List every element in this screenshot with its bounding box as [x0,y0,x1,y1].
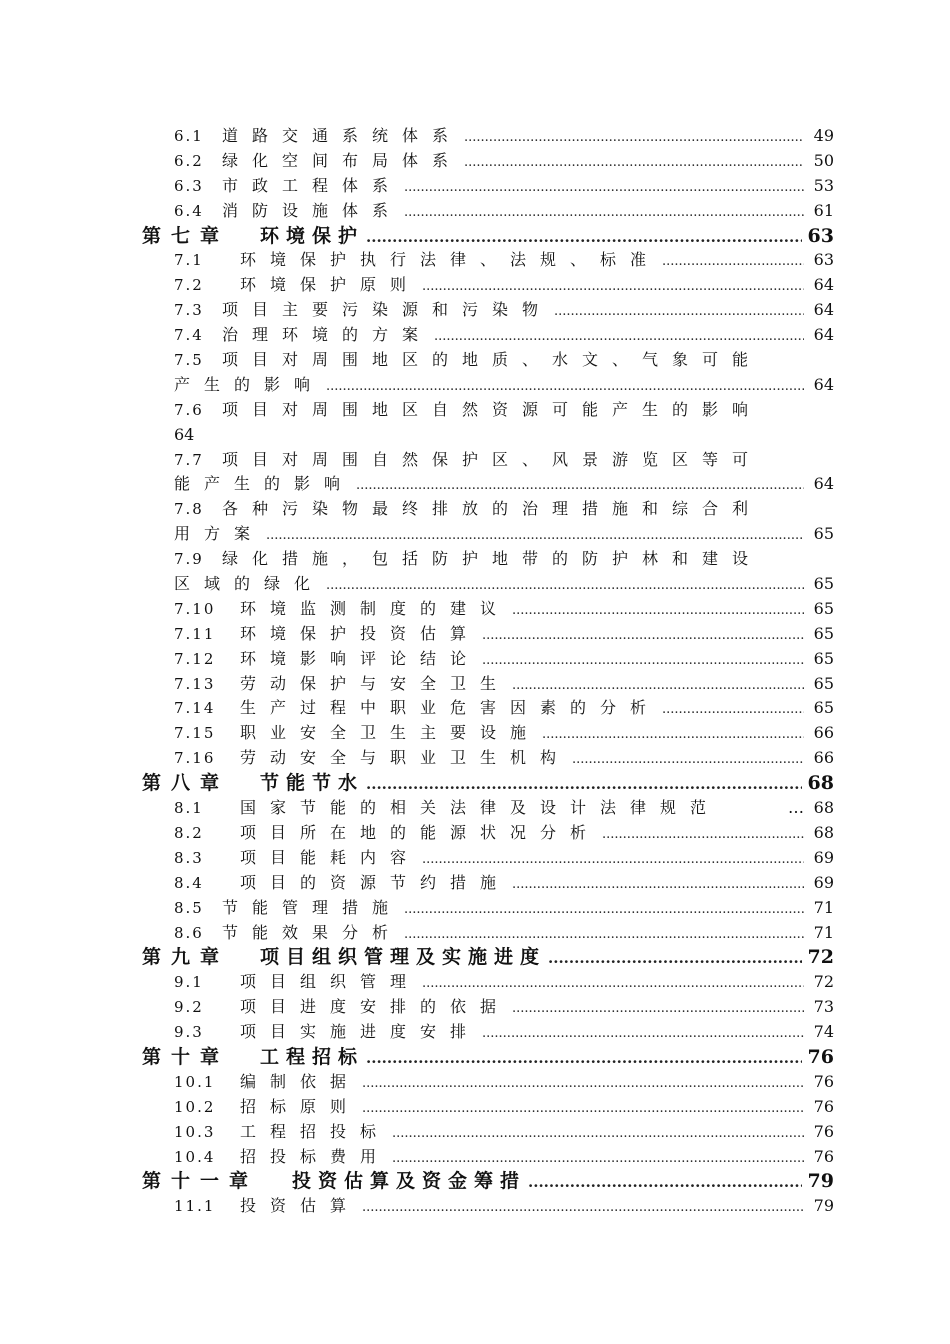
leader-dots [662,250,804,275]
section-number: 7.2 [174,276,204,295]
section-number: 8.2 [174,823,204,842]
leader-dots [362,1097,804,1122]
section-title-line-2 [174,522,834,547]
toc-chapter-8[interactable] [142,771,834,796]
leader-dots [482,624,804,649]
toc-entry-8-5[interactable] [142,896,834,921]
section-number: 7.10 [174,599,216,618]
toc-entry-10-2[interactable] [142,1095,834,1120]
section-number: 7.8 [174,500,204,519]
leader-dots [512,599,804,624]
leader-dots [542,723,804,748]
toc-chapter-7[interactable] [142,224,834,249]
section-title-line-1 [174,348,834,373]
leader-dots [554,300,804,325]
page-number: 68 [813,822,834,842]
leader-dots [512,674,804,699]
section-title-continued: 产生的影响 [174,374,325,394]
table-of-contents [142,124,834,1219]
page-number: 65 [813,648,834,668]
page-number: 72 [813,972,834,992]
page-number: 73 [813,997,834,1017]
page-number: 64 [813,300,834,320]
page-number: 79 [807,1170,834,1193]
section-number: 7.5 [174,351,204,370]
section-title: 投资估算 [240,1196,361,1216]
section-title: 环境保护投资估算 [240,623,481,643]
leader-dots [602,823,804,848]
toc-entry-7-14[interactable] [142,696,834,721]
toc-entry-7-11[interactable] [142,622,834,647]
leader-dots [326,375,804,400]
page-number: 64 [813,325,834,345]
chapter-label: 第八章 [142,772,230,795]
leader-dots [366,772,802,797]
section-title: 国家节能的相关法律及设计法律规范 [240,798,721,818]
toc-entry-6-4[interactable] [142,199,834,224]
section-title: 招标原则 [240,1096,361,1116]
page-number: 64 [813,374,834,394]
section-number: 7.1 [174,251,204,270]
page-number: 68 [807,772,834,795]
toc-entry-10-4[interactable] [142,1145,834,1170]
page-number: 65 [813,524,834,544]
section-title: 节能效果分析 [222,922,403,942]
title-ellipsis: … [788,798,804,818]
section-number: 9.3 [174,1023,204,1042]
toc-entry-6-3[interactable] [142,174,834,199]
section-title: 治理环境的方案 [222,325,433,345]
section-title: 环境影响评论结论 [240,648,481,668]
leader-dots [326,574,804,599]
page-number: 79 [813,1196,834,1216]
section-title-line-1 [174,398,834,423]
page-number: 49 [813,126,834,145]
section-title-line-2 [174,373,834,398]
section-title: 道路交通系统体系 [222,126,463,145]
toc-entry-7-16[interactable] [142,746,834,771]
toc-entry-7-8[interactable] [142,497,834,547]
section-title: 项目对周围地区的地质、水文、气象可能 [222,350,763,370]
section-title-continued: 区域的绿化 [174,574,325,594]
toc-chapter-10[interactable] [142,1045,834,1070]
section-title: 环境保护执行法律、法规、标准 [240,250,661,270]
section-number: 6.4 [174,201,204,220]
leader-dots [362,1196,804,1221]
section-title: 招投标费用 [240,1146,391,1166]
toc-entry-7-4[interactable] [142,323,834,348]
section-title: 项目主要污染源和污染物 [222,300,553,320]
leader-dots [512,873,804,898]
section-title-line-2 [174,572,834,597]
chapter-title: 环境保护 [260,224,365,247]
section-title-line-1 [174,497,834,522]
section-title: 环境监测制度的建议 [240,598,511,618]
section-number: 9.2 [174,998,204,1017]
leader-dots [422,848,804,873]
section-number: 6.2 [174,151,204,170]
section-number: 8.5 [174,898,204,917]
leader-dots [356,474,804,499]
page-number: 69 [813,872,834,892]
section-title: 消防设施体系 [222,200,403,220]
page-number: 76 [813,1096,834,1116]
page-number: 68 [813,798,834,818]
toc-entry-7-6[interactable] [142,398,834,448]
section-title: 项目的资源节约措施 [240,872,511,892]
page-number: 64 [813,474,834,494]
section-number: 8.3 [174,848,204,867]
chapter-title: 投资估算及资金筹措 [292,1170,527,1193]
section-number: 9.1 [174,973,204,992]
toc-entry-9-3[interactable] [142,1020,834,1045]
toc-chapter-11[interactable] [142,1169,834,1194]
leader-dots [464,151,804,176]
toc-entry-10-3[interactable] [142,1120,834,1145]
toc-entry-9-1[interactable] [142,970,834,995]
chapter-label: 第十章 [142,1045,230,1068]
chapter-title: 项目组织管理及实施进度 [260,946,547,969]
section-number: 7.15 [174,724,216,743]
page-number: 72 [807,946,834,969]
section-number: 7.13 [174,674,216,693]
section-title: 绿化措施，包括防护地带的防护林和建设 [222,549,763,569]
leader-dots [434,325,804,350]
section-title-line-1 [174,547,834,572]
page-number: 76 [813,1146,834,1166]
toc-entry-8-3[interactable] [142,846,834,871]
section-title-line-1 [174,448,834,473]
chapter-label: 第九章 [142,946,230,969]
section-number: 7.6 [174,400,204,419]
section-title: 环境保护原则 [240,275,421,295]
section-title-line-2 [174,423,834,448]
toc-entry-8-2[interactable] [142,821,834,846]
section-title: 节能管理措施 [222,897,403,917]
page-number: 65 [813,623,834,643]
toc-entry-7-9[interactable] [142,547,834,597]
page-number: 74 [813,1022,834,1042]
page-number: 66 [813,723,834,743]
page-number: 65 [813,598,834,618]
section-title: 项目对周围地区自然资源可能产生的影响 [222,399,763,419]
section-number: 8.6 [174,923,204,942]
leader-dots [482,1022,804,1047]
page-number: 63 [813,250,834,270]
leader-dots [572,748,804,773]
section-number: 7.3 [174,301,204,320]
toc-entry-7-12[interactable] [142,647,834,672]
leader-dots [548,946,802,971]
page-number: 61 [813,200,834,220]
section-title-continued: 用方案 [174,524,265,544]
leader-dots [464,126,804,151]
section-title: 各种污染物最终排放的治理措施和综合利 [222,499,763,519]
section-title-line-2 [174,472,834,497]
leader-dots [512,997,804,1022]
page-number: 71 [813,922,834,942]
page-number: 50 [813,150,834,170]
leader-dots [404,201,804,226]
section-number: 6.1 [174,127,204,145]
section-number: 7.16 [174,749,216,768]
leader-dots [392,1122,804,1147]
section-number: 7.9 [174,550,204,569]
page-number: 64 [813,275,834,295]
section-number: 10.2 [174,1097,216,1116]
leader-dots [266,524,804,549]
leader-dots [662,698,804,723]
section-title: 项目能耗内容 [240,847,421,867]
leader-dots [404,923,804,948]
page-number: 65 [813,698,834,718]
chapter-label: 第七章 [142,224,230,247]
section-title: 工程招投标 [240,1121,391,1141]
section-title: 劳动保护与安全卫生 [240,673,511,693]
chapter-title: 工程招标 [260,1045,365,1068]
toc-entry-6-2[interactable] [142,149,834,174]
section-title: 市政工程体系 [222,175,403,195]
page-number: 76 [813,1071,834,1091]
toc-chapter-9[interactable] [142,945,834,970]
section-number: 7.11 [174,624,216,643]
page-number: 76 [813,1121,834,1141]
section-number: 8.4 [174,873,204,892]
toc-entry-8-4[interactable] [142,871,834,896]
section-number: 10.1 [174,1072,216,1091]
toc-entry-9-2[interactable] [142,995,834,1020]
leader-dots [366,1046,802,1071]
section-number: 7.4 [174,326,204,345]
page-number: 66 [813,748,834,768]
section-number: 7.14 [174,699,216,718]
page-number: 69 [813,847,834,867]
toc-entry-10-1[interactable] [142,1070,834,1095]
page-number: 65 [813,574,834,594]
section-title: 编制依据 [240,1071,361,1091]
leader-dots [404,176,804,201]
leader-dots [422,972,804,997]
section-number: 10.3 [174,1122,216,1141]
toc-entry-7-5[interactable] [142,348,834,398]
page-number: 64 [174,424,195,444]
page-number: 63 [807,224,834,247]
section-number: 6.3 [174,176,204,195]
toc-entry-7-7[interactable] [142,448,834,498]
section-title: 项目所在地的能源状况分析 [240,822,601,842]
leader-dots [422,275,804,300]
section-title: 职业安全卫生主要设施 [240,723,541,743]
toc-entry-8-1[interactable] [142,796,834,821]
section-title: 项目实施进度安排 [240,1022,481,1042]
chapter-title: 节能节水 [260,772,365,795]
leader-dots [528,1170,802,1195]
page-number: 76 [807,1045,834,1068]
leader-dots [392,1147,804,1172]
page-number: 53 [813,175,834,195]
toc-entry-7-2[interactable] [142,273,834,298]
section-title-continued: 能产生的影响 [174,474,355,494]
section-title: 项目进度安排的依据 [240,997,511,1017]
section-number: 10.4 [174,1147,216,1166]
toc-entry-8-6[interactable] [142,921,834,946]
leader-dots [362,1072,804,1097]
section-number: 7.12 [174,649,216,668]
chapter-label: 第十一章 [142,1170,259,1193]
toc-entry-7-15[interactable] [142,721,834,746]
toc-entry-11-1[interactable] [142,1194,834,1219]
section-title: 项目对周围自然保护区、风景游览区等可 [222,449,763,469]
section-title: 绿化空间布局体系 [222,150,463,170]
toc-entry-7-13[interactable] [142,672,834,697]
section-title: 劳动安全与职业卫生机构 [240,748,571,768]
leader-dots [482,649,804,674]
toc-entry-7-1[interactable] [142,248,834,273]
page-number: 71 [813,897,834,917]
page-number: 65 [813,673,834,693]
leader-dots [404,898,804,923]
section-title: 生产过程中职业危害因素的分析 [240,698,661,718]
leader-dots [366,225,802,250]
section-number: 11.1 [174,1197,216,1216]
toc-entry-6-1[interactable] [142,124,834,149]
section-number: 8.1 [174,799,204,818]
toc-entry-7-10[interactable] [142,597,834,622]
section-title: 项目组织管理 [240,972,421,992]
toc-entry-7-3[interactable] [142,298,834,323]
section-number: 7.7 [174,450,204,469]
